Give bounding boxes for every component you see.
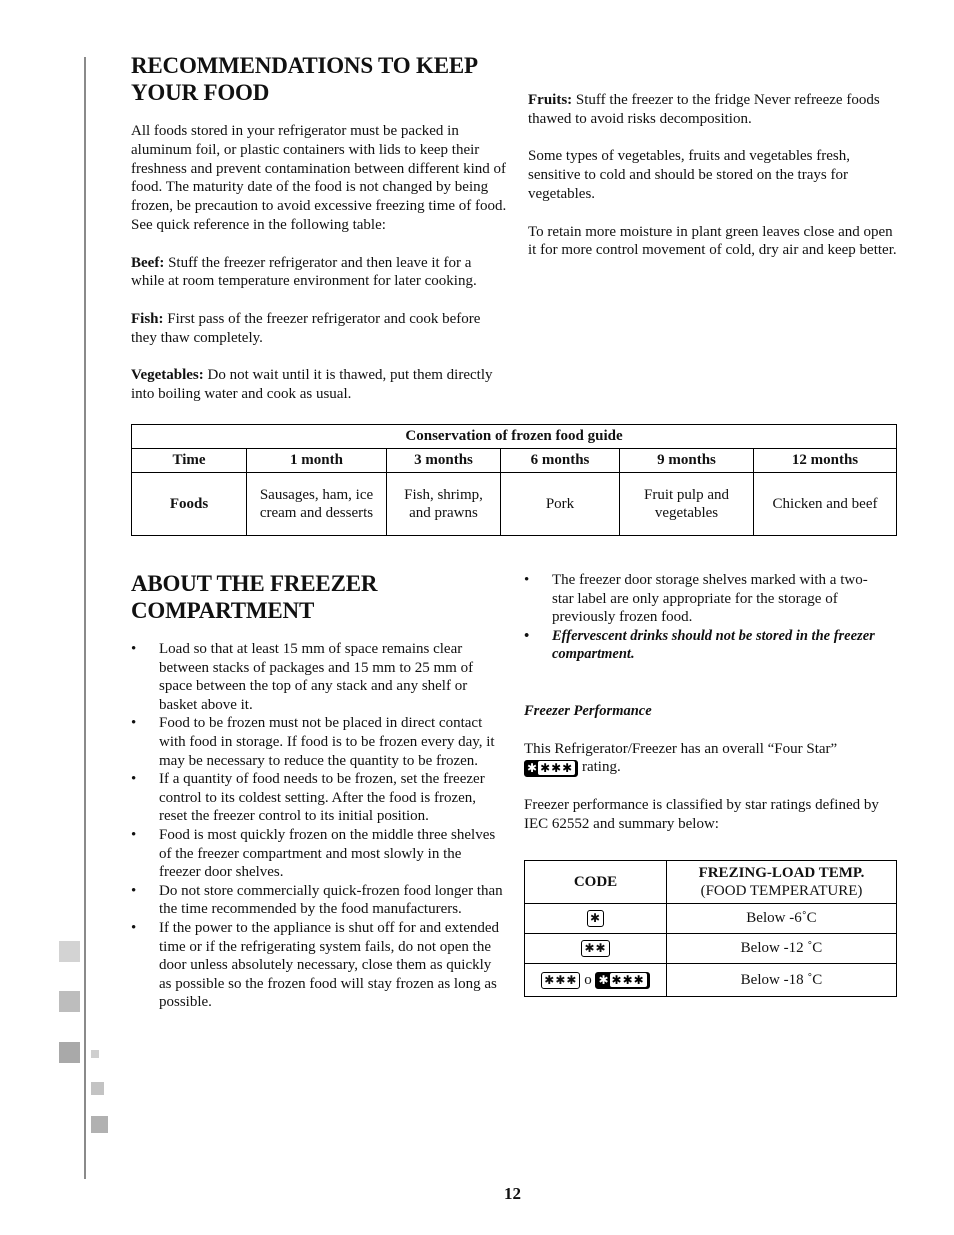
- margin-square: [91, 1050, 99, 1058]
- temp-cell: Below -12 ˚C: [667, 934, 897, 964]
- fish-paragraph: [131, 310, 507, 348]
- page-number: 12: [504, 1184, 521, 1203]
- temp-header-line1: FREZING-LOAD TEMP.: [698, 864, 865, 881]
- vegetables-label: Vegetables:: [131, 367, 204, 384]
- bullet-text: If the power to the appliance is shut off for and extended time or if the refrigerating system fails, do not open the door unless absolutely necessary, close them as quickly as possible so the frozen food will stay frozen as long as possible.: [159, 919, 500, 1011]
- beef-paragraph: [131, 254, 507, 292]
- bullet-marker: •: [131, 882, 137, 899]
- header-cell: Time: [132, 449, 247, 473]
- code-header: CODE: [525, 861, 667, 904]
- performance-classification: Freezer performance is classified by star ratings defined by IEC 62552 and summary below:: [524, 796, 879, 832]
- four-star-icon: ✱ ✱✱✱: [524, 760, 578, 777]
- row-label-foods: Foods: [132, 473, 247, 536]
- four-star-icon: ✱ ✱✱✱: [595, 972, 649, 989]
- fruits-text: Stuff the freezer to the fridge Never refreeze foods thawed to avoid risks decomposition.: [528, 92, 880, 127]
- bullet-marker: •: [524, 572, 530, 588]
- header-cell: 12 months: [754, 449, 897, 473]
- freezer-bullet-list: [131, 640, 506, 1012]
- code-cell: [525, 904, 667, 934]
- vegetables-tray-paragraph: Some types of vegetables, fruits and vegetables fresh, sensitive to cold and should be stored on the trays for vegetables.: [528, 148, 850, 202]
- margin-square: [59, 1042, 80, 1063]
- beef-label: Beef:: [131, 254, 165, 271]
- bullet-text: Load so that at least 15 mm of space remains clear between stacks of packages and 15 mm to 25 mm of space between the top of any stack and any shelf or basket above it.: [159, 641, 474, 713]
- vegetables-text: Do not wait until it is thawed, put them directly into boiling water and cook as usual.: [131, 367, 493, 403]
- header-cell: 6 months: [501, 449, 620, 473]
- moisture-paragraph: To retain more moisture in plant green leaves close and open it for more control movement of cold, dry air and keep better.: [528, 223, 897, 259]
- list-item: [131, 770, 506, 826]
- performance-heading: Freezer Performance: [524, 703, 652, 719]
- temp-header-line2: (FOOD TEMPERATURE): [700, 883, 863, 899]
- margin-square: [91, 1082, 104, 1095]
- rating-text: This Refrigerator/Freezer has an overall “Four Star”: [524, 740, 838, 757]
- list-item: [131, 919, 506, 1012]
- temp-cell: Below -6˚C: [667, 904, 897, 934]
- margin-square: [59, 941, 80, 962]
- list-item: [131, 714, 506, 770]
- freezer-section: [131, 570, 461, 624]
- fruits-paragraph: [528, 91, 898, 129]
- list-item: [131, 882, 506, 919]
- list-item: [524, 627, 884, 664]
- header-cell: 1 month: [247, 449, 387, 473]
- list-item: [131, 640, 506, 714]
- header-cell: 9 months: [620, 449, 754, 473]
- conservation-table-caption: Conservation of frozen food guide: [132, 425, 897, 449]
- temp-header: [667, 861, 897, 904]
- vegetables-paragraph: [131, 366, 507, 404]
- temp-cell: Below -18 ˚C: [667, 964, 897, 997]
- door-shelf-bullets: [524, 571, 884, 664]
- bullet-text: Do not store commercially quick-frozen food longer than the time recommended by the food manufacturers.: [159, 882, 503, 918]
- header-cell: 3 months: [387, 449, 501, 473]
- bullet-marker: •: [131, 641, 137, 657]
- freezer-performance: [524, 702, 896, 834]
- three-star-icon: ✱✱✱: [541, 972, 580, 989]
- table-cell: Fish, shrimp, and prawns: [387, 473, 501, 536]
- code-cell: [525, 934, 667, 964]
- bullet-marker: •: [131, 715, 137, 732]
- conservation-table: [131, 424, 897, 536]
- recommendations-title: RECOMMENDATIONS TO KEEP YOUR FOOD: [131, 53, 477, 105]
- table-cell: Chicken and beef: [754, 473, 897, 536]
- performance-rating-line: [524, 740, 896, 778]
- fruits-label: Fruits:: [528, 92, 573, 108]
- fish-text: First pass of the freezer refrigerator and cook before they thaw completely.: [131, 310, 481, 346]
- bullet-text: Food to be frozen must not be placed in direct contact with food in storage. If food is to be frozen every day, it may be necessary to reduce the quantity to be frozen.: [159, 715, 495, 769]
- bullet-marker: •: [131, 826, 137, 843]
- intro-paragraph: All foods stored in your refrigerator must be packed in aluminum foil, or plastic containers with lids to keep their freshness and prevent contamination between different kind of food. The maturity date of the food is not changed by being frozen, be precaution to avoid excessive freezing time of food. See quick reference in the following table:: [131, 123, 507, 233]
- margin-rule: [84, 57, 86, 1179]
- table-cell: Sausages, ham, ice cream and desserts: [247, 473, 387, 536]
- list-item: [524, 571, 884, 627]
- star-rating-table: [524, 860, 897, 997]
- one-star-icon: ✱: [587, 910, 604, 927]
- bullet-marker: •: [131, 919, 137, 936]
- bullet-marker: •: [131, 771, 137, 788]
- freezer-title: ABOUT THE FREEZER COMPARTMENT: [131, 571, 378, 623]
- margin-square: [59, 991, 80, 1012]
- beef-text: Stuff the freezer refrigerator and then leave it for a while at room temperature environment for later cooking.: [131, 254, 477, 290]
- table-cell: Fruit pulp and vegetables: [620, 473, 754, 536]
- effervescent-warning: Effervescent drinks should not be stored in the freezer compartment.: [552, 627, 875, 663]
- code-cell: [525, 964, 667, 997]
- rating-text-end: rating.: [581, 759, 621, 776]
- or-text: o: [584, 971, 592, 988]
- two-star-icon: ✱✱: [581, 940, 609, 957]
- right-column-top: [528, 91, 898, 260]
- margin-square: [91, 1116, 108, 1133]
- bullet-text: The freezer door storage shelves marked with a two-star label are only appropriate for the storage of previously frozen food.: [552, 572, 868, 626]
- recommendations-body: [131, 122, 507, 404]
- bullet-text: If a quantity of food needs to be frozen, set the freezer control to its coldest setting. After the food is frozen, reset the freezer control to its initial position.: [159, 771, 485, 825]
- table-cell: Pork: [501, 473, 620, 536]
- recommendations-section: [131, 52, 501, 106]
- bullet-marker: •: [524, 627, 530, 644]
- bullet-text: Food is most quickly frozen on the middle three shelves of the freezer compartment and most slowly in the freezer door shelves.: [159, 826, 496, 881]
- fish-label: Fish:: [131, 310, 164, 327]
- list-item: [131, 826, 506, 882]
